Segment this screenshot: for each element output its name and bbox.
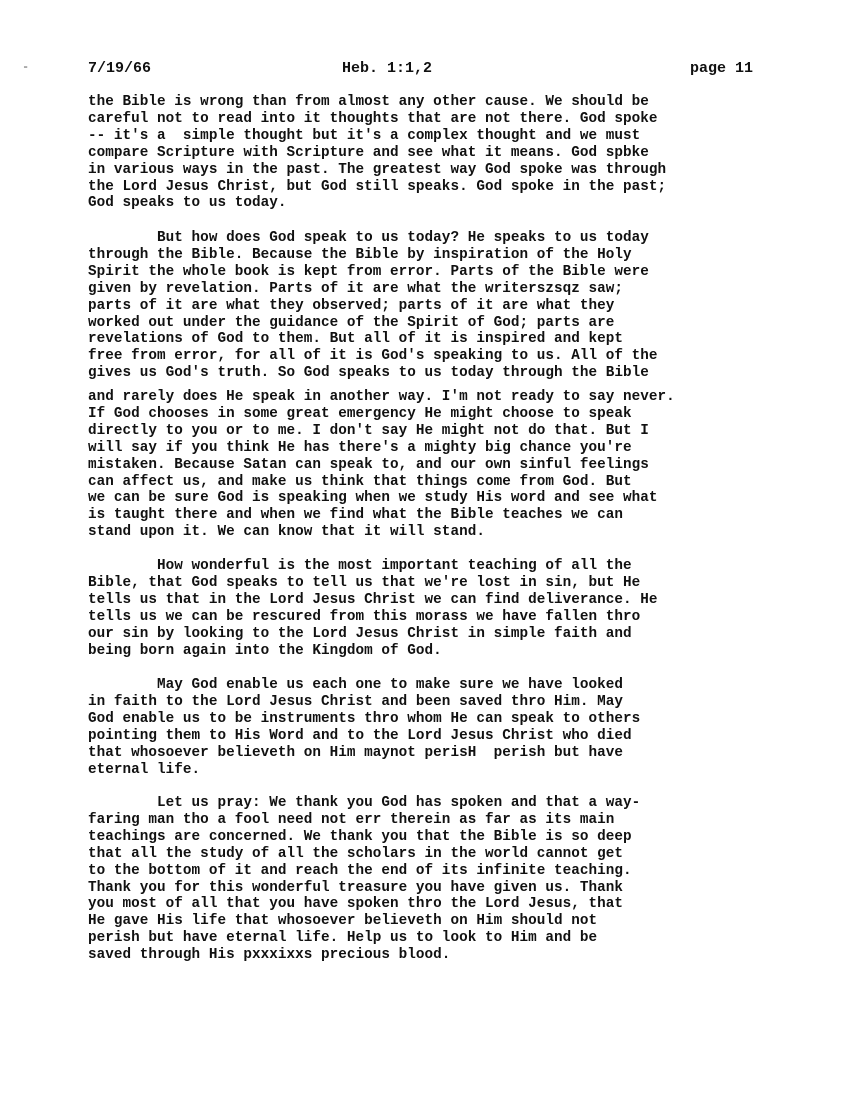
text-line: How wonderful is the most important teaching of all the <box>88 558 632 574</box>
text-line: God enable us to be instruments thro whom He can speak to others <box>88 710 641 727</box>
text-line: If God chooses in some great emergency He might choose to speak <box>88 405 632 422</box>
text-line: can affect us, and make us think that things come from God. But <box>88 473 632 490</box>
text-line: Thank you for this wonderful treasure you have given us. Thank <box>88 879 624 896</box>
paragraph-2 <box>88 230 808 382</box>
header-reference: Heb. 1:1,2 <box>342 60 433 77</box>
text-line: you most of all that you have spoken thro the Lord Jesus, that <box>88 896 624 913</box>
text-line: mistaken. Because Satan can speak to, and our own sinful feelings <box>88 456 649 473</box>
text-line: stand upon it. We can know that it will stand. <box>88 524 485 541</box>
text-line: Spirit the whole book is kept from error. Parts of the Bible were <box>88 263 649 280</box>
header-page-number: page 11 <box>690 60 754 77</box>
text-line: in faith to the Lord Jesus Christ and been saved thro Him. May <box>88 693 624 710</box>
text-line: will say if you think He has there's a mighty big chance you're <box>88 439 632 456</box>
text-line: to the bottom of it and reach the end of its infinite teaching. <box>88 862 632 879</box>
text-line: Bible, that God speaks to tell us that we're lost in sin, but He <box>88 574 641 591</box>
text-line: But how does God speak to us today? He speaks to us today <box>88 230 649 246</box>
text-line: tells us that in the Lord Jesus Christ we can find deliverance. He <box>88 591 658 608</box>
paragraph-5 <box>88 677 808 778</box>
text-line: revelations of God to them. But all of it is inspired and kept <box>88 331 624 348</box>
text-line: directly to you or to me. I don't say He might not do that. But I <box>88 422 649 439</box>
paragraph-1 <box>88 94 808 212</box>
text-line: God speaks to us today. <box>88 195 287 212</box>
text-line: parts of it are what they observed; parts of it are what they <box>88 297 615 314</box>
text-line: that whosoever believeth on Him maynot perisH perish but have <box>88 744 624 761</box>
text-line: He gave His life that whosoever believeth on Him should not <box>88 913 598 930</box>
text-line: gives us God's truth. So God speaks to us today through the Bible <box>88 365 649 382</box>
margin-mark: - <box>22 60 30 74</box>
header-date: 7/19/66 <box>88 60 152 77</box>
text-line: saved through His pxxxixxs precious blood. <box>88 947 451 964</box>
text-line: -- it's a simple thought but it's a complex thought and we must <box>88 127 641 144</box>
text-line: and rarely does He speak in another way. I'm not ready to say never. <box>88 389 675 405</box>
text-line: being born again into the Kingdom of God. <box>88 642 442 659</box>
text-line: the Lord Jesus Christ, but God still speaks. God spoke in the past; <box>88 178 667 195</box>
paragraph-6-prayer <box>88 795 808 964</box>
text-line: pointing them to His Word and to the Lord Jesus Christ who died <box>88 727 632 744</box>
text-line: the Bible is wrong than from almost any other cause. We should be <box>88 94 649 110</box>
text-line: teachings are concerned. We thank you that the Bible is so deep <box>88 828 632 845</box>
text-line: in various ways in the past. The greatest way God spoke was through <box>88 161 667 178</box>
text-line: our sin by looking to the Lord Jesus Christ in simple faith and <box>88 625 632 642</box>
text-line: worked out under the guidance of the Spirit of God; parts are <box>88 314 615 331</box>
paragraph-3 <box>88 389 808 541</box>
text-line: that all the study of all the scholars in the world cannot get <box>88 845 624 862</box>
text-line: eternal life. <box>88 761 201 778</box>
text-line: careful not to read into it thoughts that are not there. God spoke <box>88 110 658 127</box>
text-line: tells us we can be rescured from this morass we have fallen thro <box>88 608 641 625</box>
text-line: May God enable us each one to make sure we have looked <box>88 677 624 693</box>
text-line: Let us pray: We thank you God has spoken and that a way- <box>88 795 641 811</box>
text-line: free from error, for all of it is God's speaking to us. All of the <box>88 348 658 365</box>
text-line: given by revelation. Parts of it are what the writerszsqz saw; <box>88 280 624 297</box>
text-line: we can be sure God is speaking when we study His word and see what <box>88 490 658 507</box>
text-line: through the Bible. Because the Bible by inspiration of the Holy <box>88 246 632 263</box>
text-line: faring man tho a fool need not err therein as far as its main <box>88 811 615 828</box>
text-line: perish but have eternal life. Help us to look to Him and be <box>88 930 598 947</box>
text-line: compare Scripture with Scripture and see what it means. God spbke <box>88 144 649 161</box>
text-line: is taught there and when we find what the Bible teaches we can <box>88 507 624 524</box>
paragraph-4 <box>88 558 808 659</box>
